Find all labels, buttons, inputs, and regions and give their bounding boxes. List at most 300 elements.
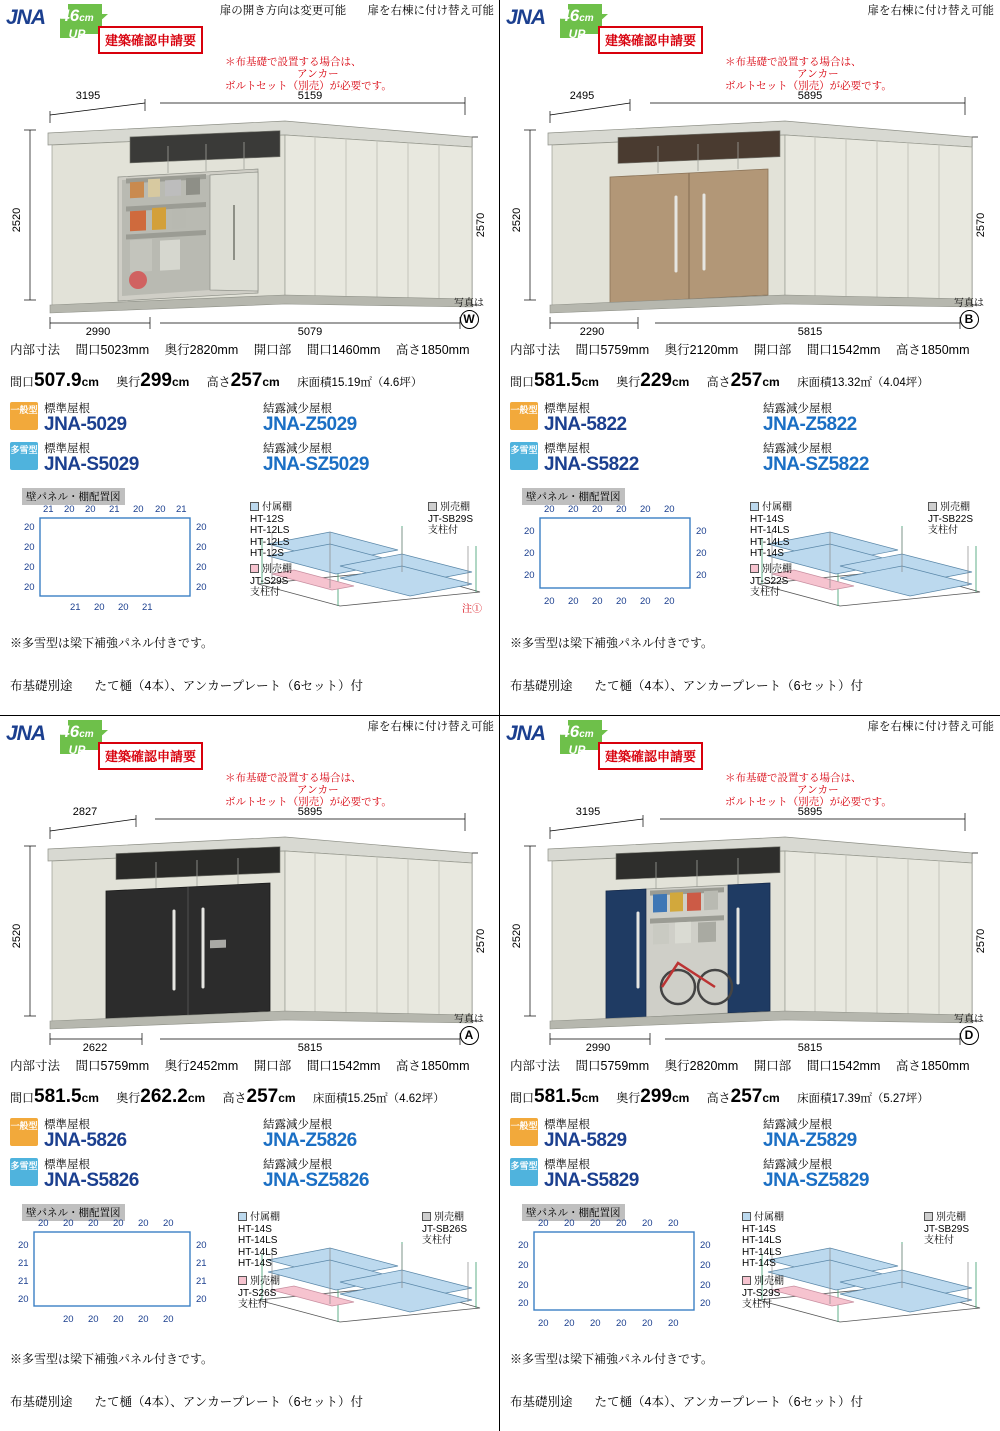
- anchor-note-line1: ＊布基礎で設置する場合は、: [225, 772, 362, 784]
- anchor-note-line3: ボルトセット（別売）が必要です。: [725, 80, 892, 92]
- anchor-note-line2: アンカー: [297, 68, 339, 80]
- cap-lowdew-snow: 結露減少屋根: [763, 1159, 832, 1171]
- okuyuki-unit: cm: [171, 375, 190, 389]
- takasa-label: 高さ: [706, 1091, 731, 1105]
- shelf-attached-2: HT-14LS: [750, 536, 790, 548]
- naibu-label: 内部寸法: [10, 1059, 61, 1073]
- panel-top-notes: [350, 718, 495, 734]
- svg-text:20: 20: [113, 1218, 124, 1229]
- swatch-attached: [750, 502, 759, 511]
- anchor-note-line1: ＊布基礎で設置する場合は、: [725, 56, 862, 68]
- legend-optional-right: [422, 1212, 467, 1247]
- panel-top-notes: [202, 2, 494, 18]
- svg-text:20: 20: [696, 548, 707, 559]
- model-standard-general: JNA-5029: [44, 414, 127, 435]
- svg-text:5815: 5815: [797, 326, 823, 335]
- shelf-optional-right-1: 支柱付: [924, 1235, 954, 1246]
- svg-text:20: 20: [640, 596, 651, 607]
- cap-lowdew-general: 結露減少屋根: [763, 1119, 832, 1131]
- note-mark: 注①: [462, 604, 482, 615]
- svg-text:20: 20: [642, 1218, 653, 1229]
- svg-text:20: 20: [88, 1218, 99, 1229]
- tag-general-label: 一般型: [10, 405, 38, 415]
- svg-text:20: 20: [616, 1318, 627, 1329]
- footnote-base: [10, 1392, 363, 1410]
- photo-caption: 写真は: [954, 298, 984, 309]
- kaikou-maguchi: 間口1460mm: [306, 343, 381, 357]
- product-photo-jna-5029: [10, 85, 490, 335]
- svg-text:21: 21: [18, 1258, 29, 1269]
- tag-general: [510, 1118, 538, 1146]
- cap-standard-general: 標準屋根: [44, 1119, 90, 1131]
- maguchi-unit: cm: [81, 1091, 99, 1105]
- svg-text:20: 20: [118, 602, 129, 613]
- maguchi-unit: cm: [581, 1091, 599, 1105]
- cap-standard-snow: 標準屋根: [544, 443, 590, 455]
- svg-text:20: 20: [88, 1314, 99, 1325]
- legend-optional-right: [928, 502, 973, 537]
- up-unit: cm: [79, 729, 94, 740]
- okuyuki-unit: cm: [671, 375, 690, 389]
- model-standard-snow: JNA-S5822: [544, 454, 639, 475]
- legend-optional-right: [428, 502, 473, 537]
- footnote-base-detail: たて樋（4本）、アンカープレート（6セット）付: [94, 1395, 364, 1409]
- top-note-0: 扉を右棟に付け替え可能: [867, 5, 994, 17]
- naibu-maguchi: 間口5759mm: [575, 343, 650, 357]
- swatch-optional: [742, 1276, 751, 1285]
- footnote-base-label: 布基礎別途: [10, 679, 73, 693]
- svg-text:20: 20: [664, 504, 675, 515]
- cap-standard-snow: 標準屋根: [44, 1159, 90, 1171]
- maguchi-value: 581.5: [34, 1086, 82, 1107]
- legend-attached-shelves: [742, 1212, 784, 1270]
- anchor-note-line1: ＊布基礎で設置する場合は、: [225, 56, 362, 68]
- svg-text:20: 20: [63, 1218, 74, 1229]
- shelf-optional-right-0: JT-SB22S: [928, 513, 974, 525]
- svg-text:2570: 2570: [475, 928, 487, 954]
- internal-dimensions: [510, 340, 982, 358]
- maguchi-label: 間口: [10, 1091, 35, 1105]
- model-lowdew-snow: JNA-SZ5826: [263, 1170, 369, 1191]
- up-word: UP: [568, 743, 586, 757]
- brand-label: JNA: [506, 722, 546, 745]
- tag-snow: [10, 442, 38, 470]
- kaikou-label: 開口部: [253, 343, 292, 357]
- overall-size-row: [10, 370, 422, 392]
- naibu-maguchi: 間口5759mm: [575, 1059, 650, 1073]
- cap-lowdew-general: 結露減少屋根: [263, 1119, 332, 1131]
- svg-text:20: 20: [138, 1314, 149, 1325]
- tag-general: [10, 1118, 38, 1146]
- okuyuki-unit: cm: [671, 1091, 690, 1105]
- maguchi-label: 間口: [10, 375, 35, 389]
- svg-text:20: 20: [668, 1318, 679, 1329]
- cap-lowdew-snow: 結露減少屋根: [763, 443, 832, 455]
- footnote-base-label: 布基礎別途: [10, 1395, 73, 1409]
- legend-attached-label: 付属棚: [762, 502, 792, 513]
- up-label: [550, 724, 604, 758]
- shelf-optional-0: JT-S29S: [742, 1287, 781, 1299]
- up-label: [550, 8, 604, 42]
- kaikou-takasa: 高さ1850mm: [895, 343, 970, 357]
- tag-snow: [510, 1158, 538, 1186]
- svg-text:20: 20: [700, 1260, 711, 1271]
- tag-general-label: 一般型: [510, 405, 538, 415]
- top-note-0: 扉を右棟に付け替え可能: [867, 721, 994, 733]
- legend-optional-right-label: 別売棚: [940, 502, 970, 513]
- cap-standard-snow: 標準屋根: [44, 443, 90, 455]
- svg-text:20: 20: [544, 596, 555, 607]
- svg-text:20: 20: [196, 582, 207, 593]
- swatch-attached: [250, 502, 259, 511]
- up-value: 46: [60, 6, 80, 25]
- svg-text:20: 20: [538, 1218, 549, 1229]
- footnote-base-label: 布基礎別途: [510, 1395, 573, 1409]
- product-panel-jna-5029: [0, 0, 500, 715]
- up-value: 46: [560, 6, 580, 25]
- photo-caption-block: [954, 1014, 984, 1045]
- up-word: UP: [68, 743, 86, 757]
- footnote-base: [510, 1392, 863, 1410]
- svg-text:20: 20: [94, 602, 105, 613]
- shelf-attached-1: HT-12LS: [250, 525, 290, 536]
- jna-badge: [6, 4, 110, 50]
- takasa-unit: cm: [262, 375, 280, 389]
- svg-text:2990: 2990: [585, 1042, 611, 1051]
- svg-text:20: 20: [18, 1240, 29, 1251]
- shelf-optional-1: 支柱付: [250, 587, 280, 598]
- svg-text:20: 20: [616, 1218, 627, 1229]
- takasa-unit: cm: [762, 1091, 780, 1105]
- okuyuki-unit: cm: [187, 1091, 206, 1105]
- photo-caption: 写真は: [454, 298, 484, 309]
- shelf-optional-0: JT-S29S: [250, 575, 289, 587]
- model-standard-general: JNA-5826: [44, 1130, 127, 1151]
- svg-text:20: 20: [700, 1240, 711, 1251]
- shelf-optional-right-1: 支柱付: [928, 525, 958, 536]
- footnote-base-detail: たて樋（4本）、アンカープレート（6セット）付: [594, 679, 864, 693]
- photo-letter: B: [960, 310, 979, 329]
- maguchi-label: 間口: [510, 375, 535, 389]
- anchor-note-line2: アンカー: [797, 784, 839, 796]
- swatch-optional-right: [924, 1212, 933, 1221]
- svg-text:2520: 2520: [511, 207, 523, 233]
- svg-text:20: 20: [18, 1294, 29, 1305]
- panel-top-notes: [850, 718, 995, 734]
- model-table: [510, 400, 990, 480]
- anchor-note-line2: アンカー: [797, 68, 839, 80]
- svg-text:20: 20: [696, 526, 707, 537]
- tag-general-label: 一般型: [10, 1121, 38, 1131]
- anchor-note-line3: ボルトセット（別売）が必要です。: [725, 796, 892, 808]
- svg-text:20: 20: [568, 504, 579, 515]
- maguchi-label: 間口: [510, 1091, 535, 1105]
- shelf-attached-0: HT-12S: [250, 513, 284, 525]
- up-word: UP: [68, 27, 86, 41]
- shelf-attached-1: HT-14LS: [742, 1235, 782, 1246]
- naibu-label: 内部寸法: [10, 343, 61, 357]
- legend-attached-shelves: [750, 502, 792, 560]
- svg-text:20: 20: [568, 596, 579, 607]
- svg-text:20: 20: [564, 1218, 575, 1229]
- cap-lowdew-snow: 結露減少屋根: [263, 1159, 332, 1171]
- wall-panel-layout-diagram: [10, 488, 490, 618]
- cap-standard-snow: 標準屋根: [544, 1159, 590, 1171]
- cap-lowdew-general: 結露減少屋根: [263, 403, 332, 415]
- anchor-note-line2: アンカー: [297, 784, 339, 796]
- model-standard-snow: JNA-S5829: [544, 1170, 639, 1191]
- svg-text:20: 20: [24, 562, 35, 573]
- svg-text:5895: 5895: [297, 806, 323, 818]
- okuyuki-value: 229: [640, 370, 672, 391]
- takasa-label: 高さ: [206, 375, 231, 389]
- kakunin-badge: 建築確認申請要: [98, 26, 203, 54]
- naibu-okuyuki: 奥行2452mm: [164, 1059, 239, 1073]
- overall-size-row: [510, 1086, 929, 1108]
- top-note-0: 扉を右棟に付け替え可能: [367, 721, 494, 733]
- svg-text:20: 20: [616, 504, 627, 515]
- tag-snow-label: 多雪型: [10, 445, 38, 455]
- legend-optional-shelves: [250, 564, 292, 599]
- kaikou-maguchi: 間口1542mm: [306, 1059, 381, 1073]
- svg-text:20: 20: [196, 542, 207, 553]
- internal-dimensions: [510, 1056, 982, 1074]
- legend-attached-shelves: [238, 1212, 280, 1270]
- svg-text:20: 20: [113, 1314, 124, 1325]
- svg-text:5895: 5895: [797, 90, 823, 102]
- model-table: [10, 400, 490, 480]
- svg-text:20: 20: [518, 1298, 529, 1309]
- swatch-optional: [238, 1276, 247, 1285]
- svg-text:20: 20: [592, 504, 603, 515]
- brand-label: JNA: [506, 6, 546, 29]
- up-unit: cm: [579, 13, 594, 24]
- svg-text:21: 21: [43, 504, 54, 515]
- svg-text:2570: 2570: [475, 212, 487, 238]
- tag-general-label: 一般型: [510, 1121, 538, 1131]
- legend-attached-label: 付属棚: [262, 502, 292, 513]
- footnote-base: [10, 676, 363, 694]
- svg-text:21: 21: [196, 1258, 207, 1269]
- kaikou-takasa: 高さ1850mm: [395, 1059, 470, 1073]
- kakunin-badge: 建築確認申請要: [598, 26, 703, 54]
- kaikou-label: 開口部: [753, 343, 792, 357]
- tag-snow: [510, 442, 538, 470]
- overall-size-row: [10, 1086, 445, 1108]
- kaikou-takasa: 高さ1850mm: [895, 1059, 970, 1073]
- swatch-optional-right: [422, 1212, 431, 1221]
- svg-text:2520: 2520: [11, 207, 23, 233]
- takasa-value: 257: [730, 370, 763, 391]
- overall-size-row: [510, 370, 929, 392]
- svg-text:20: 20: [518, 1280, 529, 1291]
- svg-text:20: 20: [24, 542, 35, 553]
- footnote-base: [510, 676, 863, 694]
- svg-text:20: 20: [640, 504, 651, 515]
- svg-text:20: 20: [163, 1314, 174, 1325]
- svg-text:20: 20: [24, 522, 35, 533]
- up-unit: cm: [579, 729, 594, 740]
- shelf-attached-1: HT-14LS: [750, 525, 790, 536]
- floor-area: 床面積13.32㎡（4.04坪）: [797, 377, 929, 389]
- naibu-maguchi: 間口5023mm: [75, 343, 150, 357]
- okuyuki-value: 299: [640, 1086, 672, 1107]
- svg-text:5079: 5079: [297, 326, 323, 335]
- product-panel-jna-5829: [500, 716, 1000, 1431]
- jna-badge: [6, 720, 110, 766]
- cap-lowdew-snow: 結露減少屋根: [263, 443, 332, 455]
- floor-area: 床面積15.19㎡（4.6坪）: [297, 377, 423, 389]
- legend-optional-shelves: [750, 564, 792, 599]
- okuyuki-value: 262.2: [140, 1086, 188, 1107]
- footnote-snow: ※多雪型は梁下補強パネル付きです。: [510, 1352, 714, 1366]
- maguchi-unit: cm: [81, 375, 99, 389]
- up-word: UP: [568, 27, 586, 41]
- naibu-okuyuki: 奥行2120mm: [664, 343, 739, 357]
- shelf-optional-1: 支柱付: [750, 587, 780, 598]
- naibu-okuyuki: 奥行2820mm: [164, 343, 239, 357]
- model-standard-snow: JNA-S5826: [44, 1170, 139, 1191]
- shelf-optional-right-1: 支柱付: [422, 1235, 452, 1246]
- shelf-attached-3: HT-14S: [238, 1258, 272, 1269]
- maguchi-unit: cm: [581, 375, 599, 389]
- model-lowdew-general: JNA-Z5829: [763, 1130, 857, 1151]
- legend-attached-shelves: [250, 502, 292, 560]
- svg-text:20: 20: [664, 596, 675, 607]
- legend-optional-right-label: 別売棚: [440, 502, 470, 513]
- svg-text:3195: 3195: [575, 806, 601, 818]
- model-lowdew-general: JNA-Z5822: [763, 414, 857, 435]
- model-standard-snow: JNA-S5029: [44, 454, 139, 475]
- legend-optional-shelves: [742, 1276, 784, 1311]
- jna-badge: [506, 4, 610, 50]
- svg-text:2520: 2520: [11, 923, 23, 949]
- svg-text:20: 20: [196, 1240, 207, 1251]
- model-lowdew-snow: JNA-SZ5829: [763, 1170, 869, 1191]
- kakunin-badge: 建築確認申請要: [598, 742, 703, 770]
- svg-text:21: 21: [142, 602, 153, 613]
- model-standard-general: JNA-5822: [544, 414, 627, 435]
- kaikou-maguchi: 間口1542mm: [806, 343, 881, 357]
- svg-text:20: 20: [616, 596, 627, 607]
- swatch-optional-right: [928, 502, 937, 511]
- floor-area: 床面積15.25㎡（4.62坪）: [312, 1093, 445, 1105]
- svg-text:2570: 2570: [975, 928, 987, 954]
- svg-text:5159: 5159: [297, 90, 323, 102]
- shelf-optional-right-0: JT-SB29S: [428, 513, 474, 525]
- wall-panel-layout-diagram: [10, 1204, 490, 1334]
- kaikou-maguchi: 間口1542mm: [806, 1059, 881, 1073]
- shelf-attached-2: HT-14LS: [742, 1246, 782, 1258]
- product-photo-jna-5826: [10, 801, 490, 1051]
- shelf-attached-0: HT-14S: [238, 1223, 272, 1235]
- svg-text:20: 20: [196, 562, 207, 573]
- svg-text:20: 20: [524, 548, 535, 559]
- svg-text:20: 20: [592, 596, 603, 607]
- legend-optional-label: 別売棚: [754, 1276, 784, 1287]
- photo-caption-block: [954, 298, 984, 329]
- floor-area: 床面積17.39㎡（5.27坪）: [797, 1093, 929, 1105]
- shelf-optional-1: 支柱付: [742, 1299, 772, 1310]
- up-value: 46: [560, 722, 580, 741]
- svg-text:20: 20: [642, 1318, 653, 1329]
- top-note-0: 扉の開き方向は変更可能: [219, 5, 347, 17]
- svg-text:2495: 2495: [569, 90, 595, 102]
- svg-text:20: 20: [590, 1318, 601, 1329]
- model-standard-general: JNA-5829: [544, 1130, 627, 1151]
- maguchi-value: 507.9: [34, 370, 82, 391]
- swatch-attached: [238, 1212, 247, 1221]
- footnote-base-detail: たて樋（4本）、アンカープレート（6セット）付: [94, 679, 364, 693]
- takasa-unit: cm: [278, 1091, 296, 1105]
- svg-text:2622: 2622: [82, 1042, 108, 1051]
- tag-snow-label: 多雪型: [510, 1161, 538, 1171]
- okuyuki-label: 奥行: [116, 1091, 141, 1105]
- kakunin-badge: 建築確認申請要: [98, 742, 203, 770]
- svg-text:20: 20: [524, 570, 535, 581]
- tag-general: [10, 402, 38, 430]
- svg-text:21: 21: [196, 1276, 207, 1287]
- shelf-attached-3: HT-12S: [250, 548, 284, 559]
- legend-optional-right-label: 別売棚: [936, 1212, 966, 1223]
- anchor-note-line3: ボルトセット（別売）が必要です。: [225, 80, 392, 92]
- svg-text:20: 20: [24, 582, 35, 593]
- svg-text:21: 21: [70, 602, 81, 613]
- product-panel-jna-5822: [500, 0, 1000, 715]
- up-label: [50, 724, 104, 758]
- svg-text:20: 20: [524, 526, 535, 537]
- shelf-attached-3: HT-14S: [742, 1258, 776, 1269]
- svg-text:2827: 2827: [72, 806, 98, 818]
- model-table: [10, 1116, 490, 1196]
- footnote-base-detail: たて樋（4本）、アンカープレート（6セット）付: [594, 1395, 864, 1409]
- anchor-note-line3: ボルトセット（別売）が必要です。: [225, 796, 392, 808]
- svg-text:20: 20: [85, 504, 96, 515]
- shelf-optional-0: JT-S26S: [238, 1287, 277, 1299]
- legend-optional-label: 別売棚: [262, 564, 292, 575]
- svg-text:20: 20: [518, 1240, 529, 1251]
- photo-letter: W: [460, 310, 479, 329]
- photo-letter: D: [960, 1026, 979, 1045]
- okuyuki-value: 299: [140, 370, 172, 391]
- kaikou-label: 開口部: [753, 1059, 792, 1073]
- photo-letter: A: [460, 1026, 479, 1045]
- product-photo-jna-5829: [510, 801, 990, 1051]
- footnote-snow: ※多雪型は梁下補強パネル付きです。: [510, 636, 714, 650]
- naibu-maguchi: 間口5759mm: [75, 1059, 150, 1073]
- jna-badge: [506, 720, 610, 766]
- legend-optional-right-label: 別売棚: [434, 1212, 464, 1223]
- svg-text:20: 20: [133, 504, 144, 515]
- cap-standard-general: 標準屋根: [544, 403, 590, 415]
- product-photo-jna-5822: [510, 85, 990, 335]
- swatch-optional: [250, 564, 259, 573]
- diagram-title: 壁パネル・棚配置図: [522, 488, 625, 505]
- cap-standard-general: 標準屋根: [544, 1119, 590, 1131]
- footnote-base-label: 布基礎別途: [510, 679, 573, 693]
- svg-text:20: 20: [696, 570, 707, 581]
- kaikou-takasa: 高さ1850mm: [395, 343, 470, 357]
- svg-text:20: 20: [196, 1294, 207, 1305]
- swatch-optional: [750, 564, 759, 573]
- svg-text:3195: 3195: [75, 90, 101, 102]
- diagram-title: 壁パネル・棚配置図: [22, 1204, 125, 1221]
- maguchi-value: 581.5: [534, 370, 582, 391]
- svg-text:20: 20: [700, 1280, 711, 1291]
- shelf-attached-1: HT-14LS: [238, 1235, 278, 1246]
- svg-text:20: 20: [564, 1318, 575, 1329]
- tag-general: [510, 402, 538, 430]
